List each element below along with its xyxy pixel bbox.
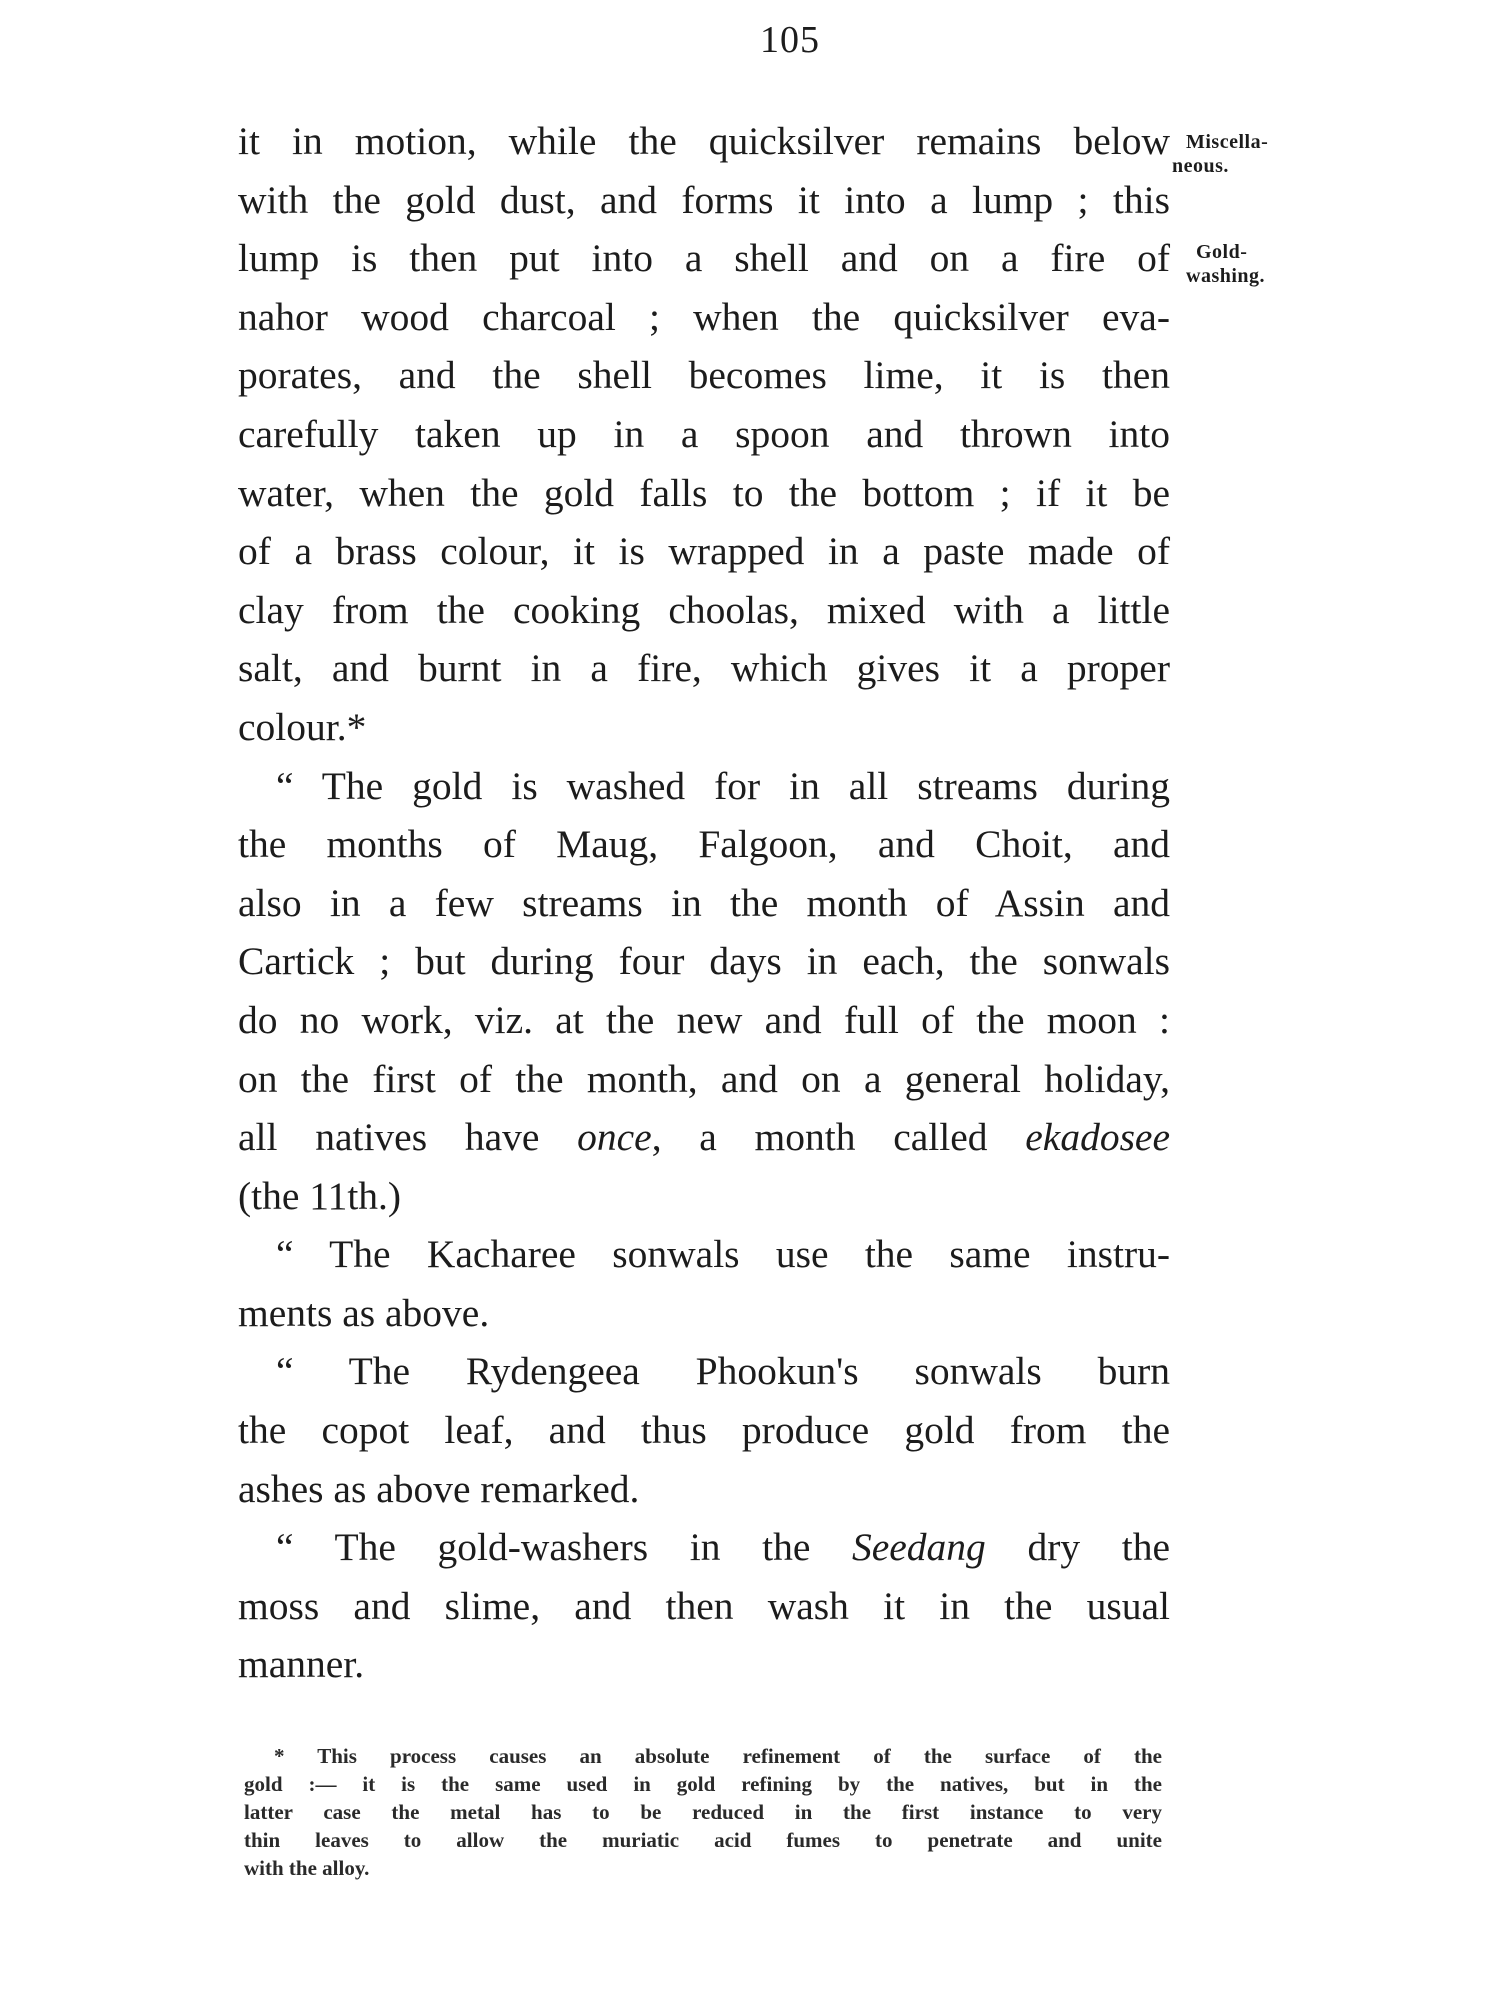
footnote <box>244 1742 1162 1882</box>
text-line: ashes as above remarked. <box>238 1466 640 1511</box>
text-line: “ The Rydengeea Phookun's sonwals burn <box>276 1349 1170 1394</box>
sidenote-gold-washing <box>1186 240 1266 288</box>
text-line: moss and slime, and then wash it in the usual <box>238 1583 1170 1628</box>
text-fragment: all natives have <box>238 1115 578 1160</box>
text-line <box>238 1518 1170 1577</box>
footnote-line: thin leaves to allow the muriatic acid fumes to penetrate and unite <box>244 1828 1162 1852</box>
text-line: (the 11th.) <box>238 1173 402 1218</box>
text-fragment: dry the <box>985 1525 1170 1570</box>
footnote-line: gold :— it is the same used in gold refining by the natives, but in the <box>244 1772 1162 1796</box>
text-fragment: , a month called <box>651 1115 1026 1160</box>
text-line: ments as above. <box>238 1290 490 1335</box>
page-number: 105 <box>760 19 820 61</box>
text-line: Cartick ; but during four days in each, the sonwals <box>238 939 1170 984</box>
footnote-line: with the alloy. <box>244 1856 370 1880</box>
text-line: porates, and the shell becomes lime, it is then <box>238 353 1170 398</box>
text-fragment: “ The gold-washers in the <box>276 1525 852 1570</box>
text-line: salt, and burnt in a fire, which gives it a proper <box>238 646 1170 691</box>
main-text <box>238 112 1170 1694</box>
sidenote-miscellaneous <box>1172 130 1269 178</box>
text-line: the months of Maug, Falgoon, and Choit, and <box>238 822 1170 867</box>
text-line: “ The Kacharee sonwals use the same instru- <box>276 1232 1170 1277</box>
text-line: also in a few streams in the month of Assin and <box>238 880 1170 925</box>
text-line: it in motion, while the quicksilver remains below <box>238 119 1170 163</box>
text-line: of a brass colour, it is wrapped in a paste made of <box>238 529 1170 574</box>
text-line: with the gold dust, and forms it into a lump ; this <box>238 177 1170 222</box>
text-line: nahor wood charcoal ; when the quicksilver eva- <box>238 294 1170 339</box>
text-line: lump is then put into a shell and on a fire of <box>238 236 1170 281</box>
text-line: the copot leaf, and thus produce gold from the <box>238 1408 1170 1453</box>
italic-word-ekadosee: ekadosee <box>1025 1115 1170 1160</box>
sidenote-miscellaneous-line-1: Miscella- <box>1186 131 1269 153</box>
sidenote-gold-washing-line-2: washing. <box>1186 265 1266 287</box>
footnote-line: * This process causes an absolute refinement of the surface of the <box>274 1744 1162 1768</box>
sidenote-gold-washing-line-1: Gold- <box>1196 241 1248 263</box>
text-line: do no work, viz. at the new and full of the moon : <box>238 997 1170 1042</box>
text-line: colour.* <box>238 704 367 749</box>
text-line: carefully taken up in a spoon and thrown into <box>238 411 1170 456</box>
text-line: on the first of the month, and on a general holiday, <box>238 1056 1170 1101</box>
footnote-line: latter case the metal has to be reduced in the first instance to very <box>244 1800 1162 1824</box>
italic-word-once: once <box>577 1115 652 1160</box>
text-line: water, when the gold falls to the bottom ; if it be <box>238 470 1170 515</box>
text-line: “ The gold is washed for in all streams during <box>276 763 1170 808</box>
text-line <box>238 1108 1170 1167</box>
text-line: clay from the cooking choolas, mixed with a little <box>238 587 1170 632</box>
sidenote-miscellaneous-line-2: neous. <box>1172 155 1229 177</box>
italic-word-seedang: Seedang <box>851 1525 986 1570</box>
text-line: manner. <box>238 1642 365 1687</box>
